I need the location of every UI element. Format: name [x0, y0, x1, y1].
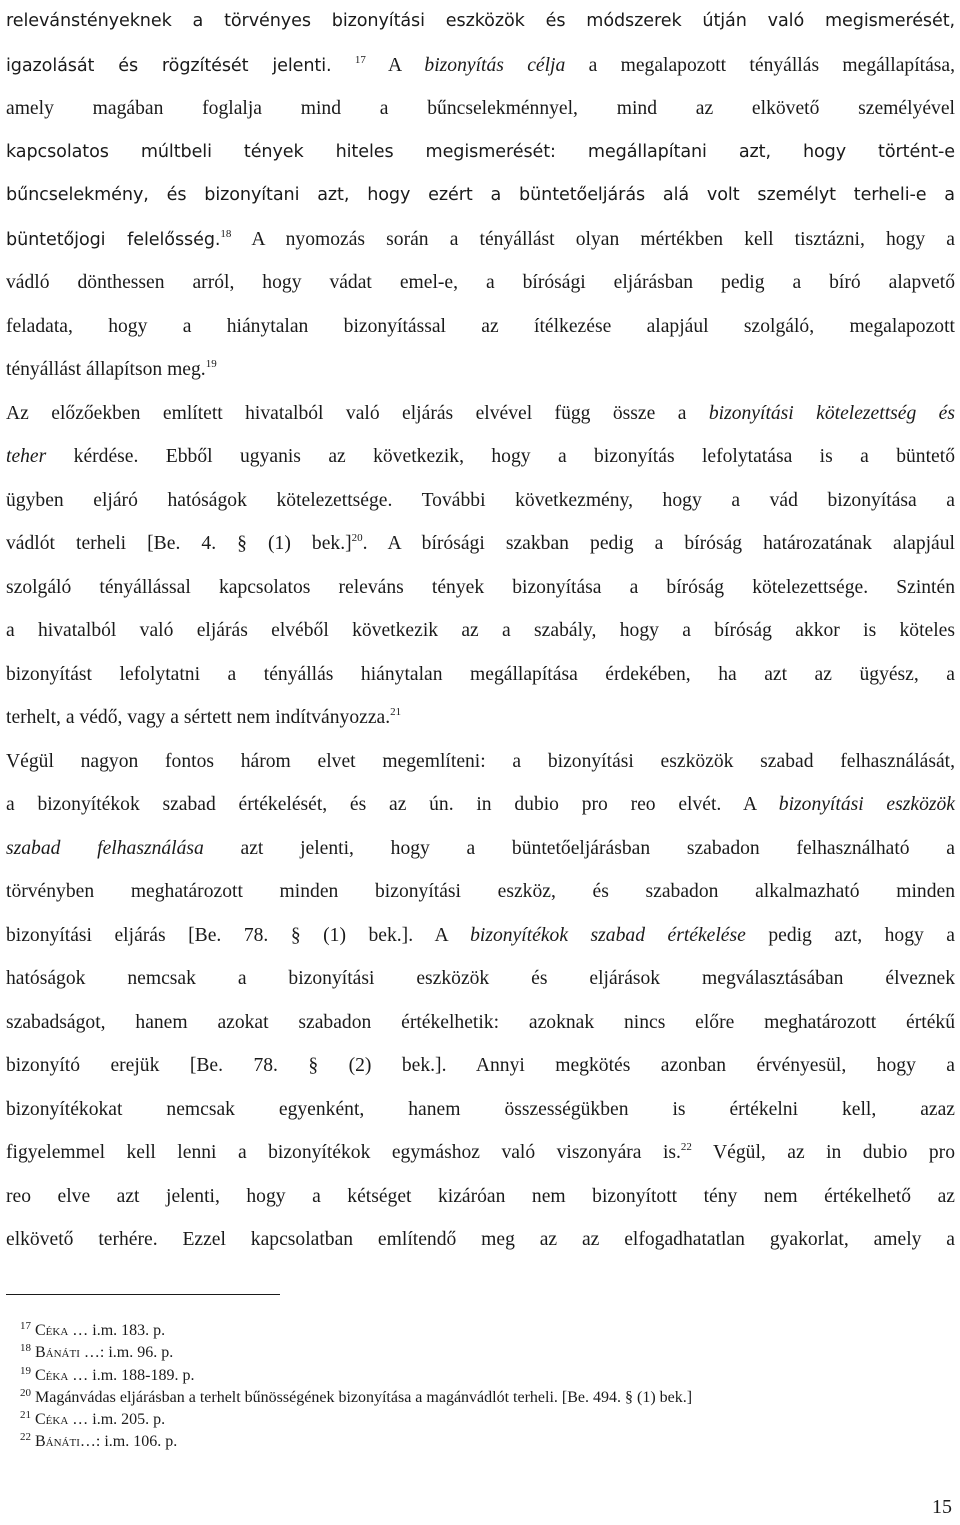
text-line: ügyben eljáró hatóságok kötelezettsége. További következmény, hogy a vád bizonyítása a: [6, 489, 955, 511]
text-line: szabadságot, hanem azokat szabadon értékelhetik: azoknak nincs előre meghatározott értékű: [6, 1011, 955, 1033]
text-line: kapcsolatos múltbeli tények hiteles megismerését: megállapítani azt, hogy történt-e: [6, 141, 955, 162]
footnote-ref[interactable]: 18: [220, 227, 232, 240]
footnote-ref[interactable]: 22: [680, 1141, 692, 1153]
footnote: $^{19}$ Céka … i.m. 188-189. p.: [20, 1364, 195, 1384]
footnote-ref[interactable]: 21: [390, 706, 402, 718]
text-line: bűncselekmény, és bizonyítani azt, hogy ezért a büntetőeljárás alá volt személyt terheli-e a: [6, 185, 955, 205]
text-line: szolgáló tényállással kapcsolatos releváns tények bizonyítása a bíróság kötelezettsége. Szintén: [6, 576, 955, 598]
text-line: elkövető terhére. Ezzel kapcsolatban említendő meg az az elfogadhatatlan gyakorlat, amely a: [6, 1229, 955, 1250]
text-line: szabad felhasználása azt jelenti, hogy a büntetőeljárásban szabadon felhasználható a: [6, 837, 955, 859]
footnote-ref[interactable]: 20: [351, 532, 363, 544]
footnote: $^{22}$ Bánáti…: i.m. 106. p.: [20, 1431, 178, 1451]
text-line: bizonyító erejük [Be. 78. § (2) bek.]. Annyi megkötés azonban érvényesül, hogy a: [6, 1055, 955, 1076]
page-number: 15: [932, 1496, 952, 1518]
text-line: Végül nagyon fontos három elvet megemlíteni: a bizonyítási eszközök szabad felhasználását,: [6, 750, 955, 772]
footnote-separator: [6, 1294, 280, 1295]
text-line: tényállást állapítson meg.$^{19}$: [6, 358, 217, 380]
text-line: a bizonyítékok szabad értékelését, és az ún. in dubio pro reo elvét. A bizonyítási eszközök: [6, 794, 955, 815]
footnote-ref[interactable]: 17: [354, 53, 366, 66]
text-line: bizonyítékokat nemcsak egyenként, hanem összességükben is értékelni kell, azaz: [6, 1098, 955, 1120]
text-line: törvényben meghatározott minden bizonyítási eszköz, és szabadon alkalmazható minden: [6, 881, 955, 902]
text-line: amely magában foglalja mind a bűncselekménnyel, mind az elkövető személyével: [6, 98, 955, 119]
text-line: hatóságok nemcsak a bizonyítási eszközök és eljárások megválasztásában élveznek: [6, 968, 955, 989]
text-line: bizonyítási eljárás [Be. 78. § (1) bek.]. A bizonyítékok szabad értékelése pedig azt, hogy a: [6, 924, 955, 946]
text-line: a hivatalból való eljárás elvéből következik az a szabály, hogy a bíróság akkor is köteles: [6, 620, 955, 641]
footnote: $^{18}$ Bánáti …: i.m. 96. p.: [20, 1342, 174, 1362]
text-line: reo elve azt jelenti, hogy a kétséget kizáróan nem bizonyított tény nem értékelhető az: [6, 1185, 955, 1207]
text-line: feladata, hogy a hiánytalan bizonyítással az ítélkezése alapjául szolgáló, megalapozott: [6, 315, 955, 337]
footnote: $^{21}$ Céka … i.m. 205. p.: [20, 1409, 166, 1429]
text-line: teher kérdése. Ebből ugyanis az következik, hogy a bizonyítás lefolytatása is a büntető: [6, 446, 955, 467]
body-text: [6, 0, 955, 1262]
footnote: $^{17}$ Céka … i.m. 183. p.: [20, 1320, 166, 1339]
text-line: igazolását és rögzítését jelenti. $^{17}$ A bizonyítás célja a megalapozott tényállás megállapítása,: [6, 53, 955, 76]
footnotes: [20, 1320, 950, 1454]
text-line: vádlót terheli [Be. 4. § (1) bek.]$^{20}$. A bírósági szakban pedig a bíróság határozatának alapjául: [6, 532, 955, 554]
text-line: figyelemmel kell lenni a bizonyítékok egymáshoz való viszonyára is.$^{22}$ Végül, az in dubio pro: [6, 1141, 955, 1163]
text-line: Az előzőekben említett hivatalból való eljárás elvével függ össze a bizonyítási kötelezettség és: [6, 402, 955, 424]
text-line: bizonyítást lefolytatni a tényállás hiánytalan megállapítása érdekében, ha azt az ügyész, a: [6, 663, 955, 685]
footnote-ref[interactable]: 19: [205, 358, 217, 370]
document-page: [6, 0, 955, 1525]
text-line: relevánstényeknek a törvényes bizonyítási eszközök és módszerek útján való megismerését,: [6, 11, 955, 31]
text-line: vádló dönthessen arról, hogy vádat emel-e, a bírósági eljárásban pedig a bíró alapvető: [6, 272, 955, 293]
footnote: $^{20}$ Magánvádas eljárásban a terhelt bűnösségének bizonyítása a magánvádlót terheli. [Be. 494. § (1) bek.]: [20, 1386, 693, 1406]
text-line: terhelt, a védő, vagy a sértett nem indítványozza.$^{21}$: [6, 706, 402, 728]
text-line: büntetőjogi felelősség.$^{18}$ A nyomozás során a tényállást olyan mértékben kell tisztázni, hogy a: [6, 227, 955, 250]
